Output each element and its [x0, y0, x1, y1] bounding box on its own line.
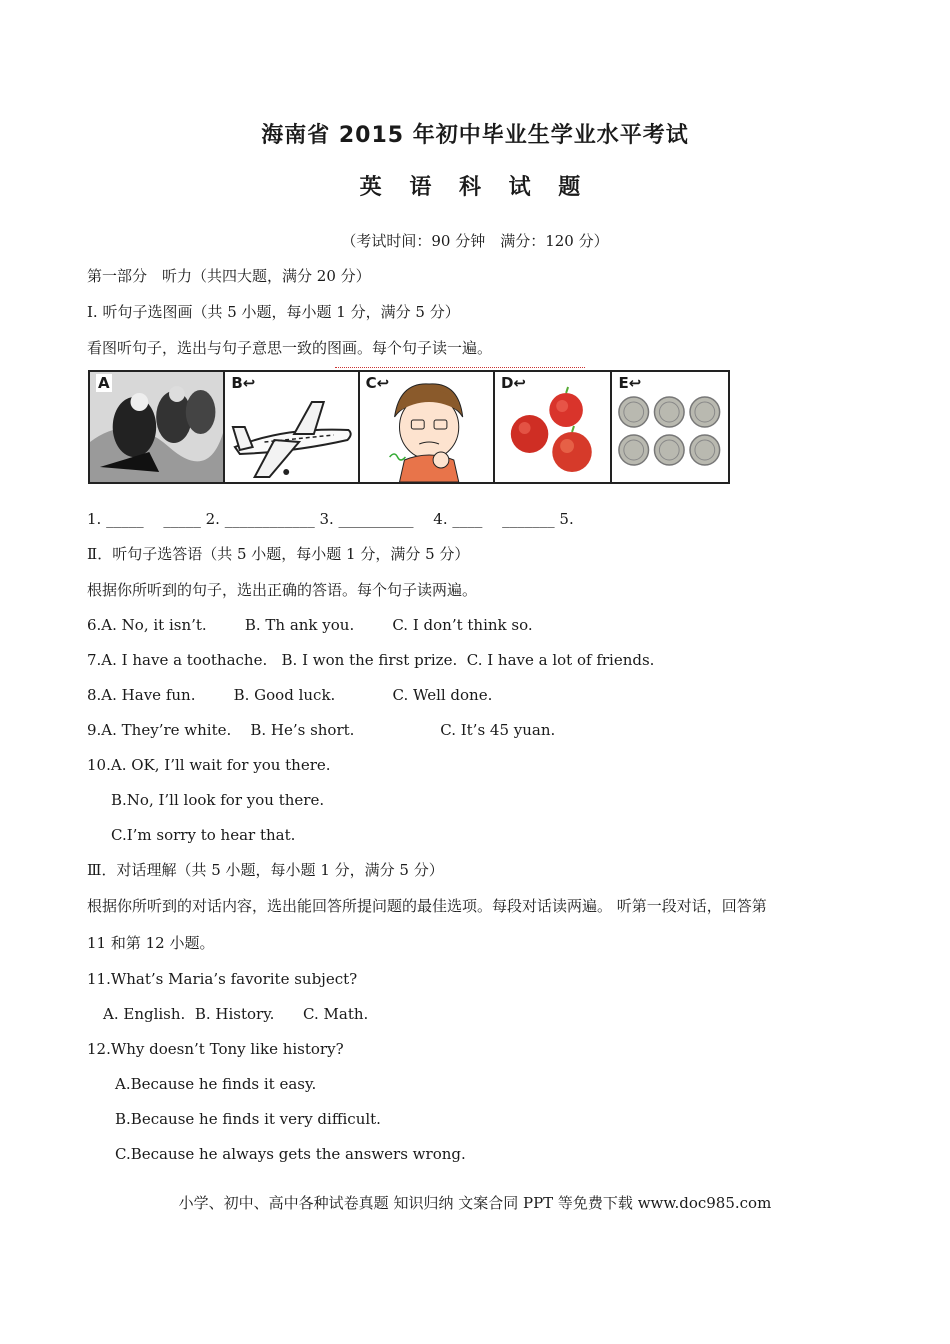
picture-d-label: D↩ — [500, 374, 526, 392]
picture-d — [495, 372, 613, 482]
picture-c — [360, 372, 495, 482]
exam-title: 海南省 2015 年初中毕业生学业水平考试 — [261, 123, 689, 148]
question-11-options: A. English. B. History. C. Math. — [103, 1005, 369, 1023]
question-7: 7.A. I have a toothache. B. I won the first prize. C. I have a lot of friends. — [87, 651, 655, 669]
section1-answer-line: 1. _____ _____ 2. ____________ 3. __________ 4. ____ _______ 5. — [87, 510, 574, 528]
question-12-option-c: C.Because he always gets the answers wrong. — [115, 1145, 466, 1163]
question-12-option-b: B.Because he finds it very difficult. — [115, 1110, 381, 1128]
section1-heading: I. 听句子选图画（共 5 小题，每小题 1 分，满分 5 分） — [87, 303, 460, 321]
section3-instruction-1: 根据你所听到的对话内容，选出能回答所提问题的最佳选项。每段对话读两遍。 听第一段对话，回答第 — [87, 897, 767, 915]
question-10-option-b: B.No, I’ll look for you there. — [111, 791, 325, 809]
picture-e — [612, 372, 728, 482]
question-12: 12.Why doesn’t Tony like history? — [87, 1040, 344, 1058]
picture-b — [225, 372, 359, 482]
picture-strip — [88, 370, 730, 484]
question-11: 11.What’s Maria’s favorite subject? — [87, 970, 358, 988]
question-10-option-c: C.I’m sorry to hear that. — [111, 826, 296, 844]
section3-instruction-2: 11 和第 12 小题。 — [87, 934, 215, 952]
exam-info: （考试时间：90 分钟 满分：120 分） — [341, 232, 609, 250]
exam-subtitle: 英 语 科 试 题 — [359, 175, 591, 200]
divider — [335, 367, 585, 368]
question-9: 9.A. They’re white. B. He’s short. C. It’s 45 yuan. — [87, 721, 556, 739]
page-footer: 小学、初中、高中各种试卷真题 知识归纳 文案合同 PPT 等免费下载 www.doc985.com — [178, 1194, 772, 1212]
question-12-option-a: A.Because he finds it easy. — [115, 1075, 317, 1093]
part1-heading: 第一部分 听力（共四大题，满分 20 分） — [87, 267, 371, 285]
question-8: 8.A. Have fun. B. Good luck. C. Well done. — [87, 686, 493, 704]
picture-e-label: E↩ — [618, 374, 642, 392]
question-6: 6.A. No, it isn’t. B. Th ank you. C. I don’t think so. — [87, 616, 533, 634]
section2-instruction: 根据你所听到的句子，选出正确的答语。每个句子读两遍。 — [87, 581, 478, 599]
section1-instruction: 看图听句子，选出与句子意思一致的图画。每个句子读一遍。 — [87, 339, 493, 357]
picture-c-label: C↩ — [365, 374, 390, 392]
picture-a — [90, 372, 225, 482]
section2-heading: Ⅱ．听句子选答语（共 5 小题，每小题 1 分，满分 5 分） — [87, 545, 470, 563]
picture-a-label: A — [98, 374, 110, 392]
picture-b-label: B↩ — [231, 374, 256, 392]
question-10: 10.A. OK, I’ll wait for you there. — [87, 756, 331, 774]
section3-heading: Ⅲ．对话理解（共 5 小题，每小题 1 分，满分 5 分） — [87, 861, 444, 879]
